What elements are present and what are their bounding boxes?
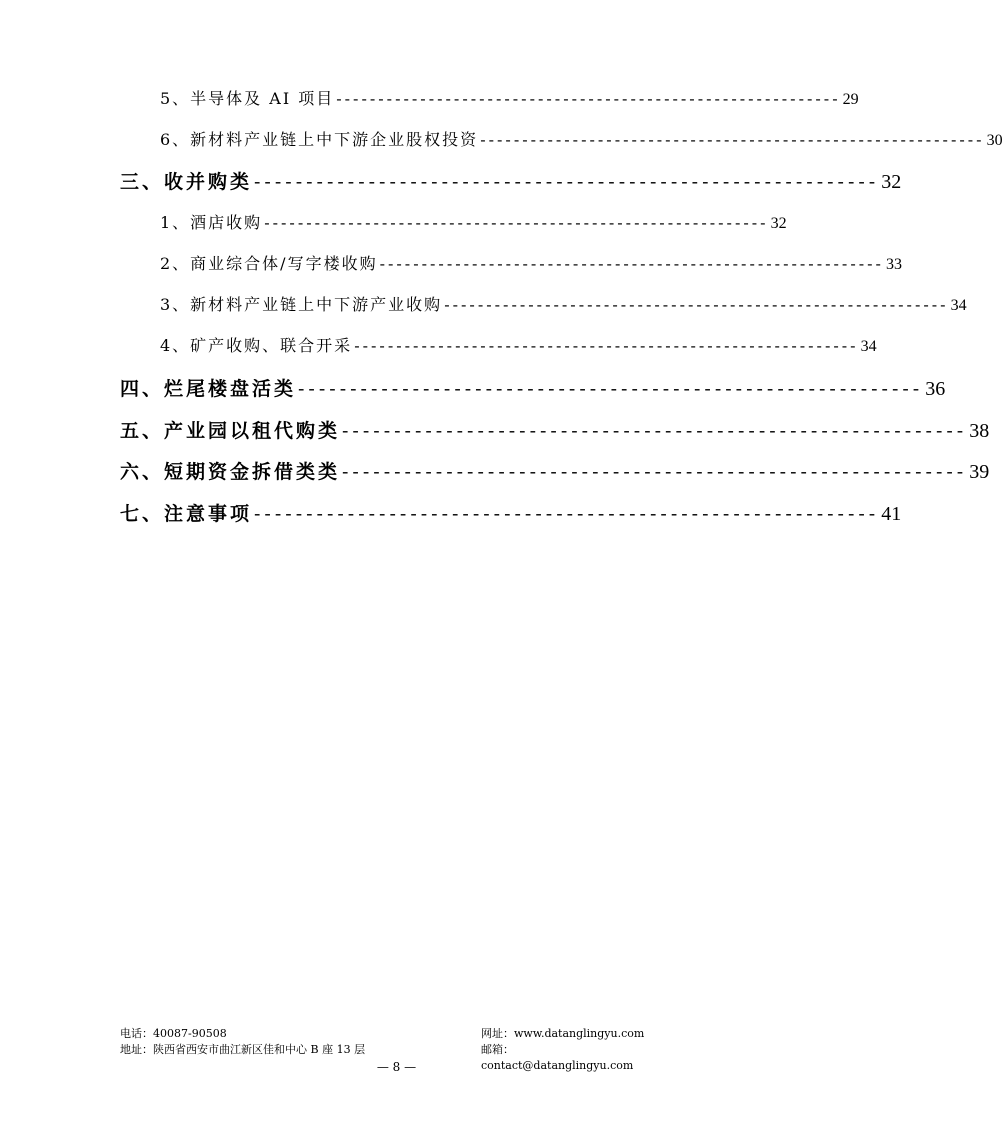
toc-entry[interactable]: [120, 457, 990, 484]
toc-entry-title: 五、产业园以租代购类: [120, 420, 341, 442]
toc-entry-page: 39: [969, 461, 990, 483]
toc-entry[interactable]: [160, 210, 787, 233]
toc-leader: ------------------------------------------------------------: [254, 171, 880, 193]
toc-leader: ------------------------------------------------------------: [354, 336, 859, 355]
toc-entry-page: 34: [860, 338, 877, 355]
toc-entry-page: 34: [950, 297, 967, 314]
toc-entry-title: 三、收并购类: [120, 171, 253, 193]
toc-entry-title: 七、注意事项: [120, 503, 253, 525]
toc-entry-title: 六、短期资金拆借类类: [120, 461, 341, 483]
toc-entry[interactable]: [120, 499, 902, 526]
toc-entry-title: 5、半导体及 AI 项目: [160, 89, 335, 108]
toc-entry-page: 38: [969, 420, 990, 442]
toc-entry[interactable]: [120, 374, 946, 401]
toc-entry[interactable]: [120, 167, 902, 194]
footer-email[interactable]: 邮箱：contact@datanglingyu.com: [481, 1043, 634, 1072]
toc-entry[interactable]: [160, 292, 967, 315]
toc-entry[interactable]: [120, 416, 990, 443]
footer-address: 地址：陕西省西安市曲江新区佳和中心 B 座 13 层: [120, 1043, 366, 1056]
toc-entry-page: 32: [881, 171, 902, 193]
toc-entry-page: 33: [885, 256, 902, 273]
toc-entry-page: 30: [986, 132, 1003, 149]
page-number: — 8 —: [376, 1060, 417, 1074]
toc-leader: ------------------------------------------------------------: [298, 378, 924, 400]
toc-leader: ------------------------------------------------------------: [379, 254, 884, 273]
toc-entry-page: 32: [770, 215, 787, 232]
toc-leader: ------------------------------------------------------------: [336, 89, 841, 108]
toc-entry-title: 2、商业综合体/写字楼收购: [160, 254, 378, 273]
toc-leader: ------------------------------------------------------------: [254, 503, 880, 525]
toc-leader: ------------------------------------------------------------: [444, 295, 949, 314]
toc-entry-title: 1、酒店收购: [160, 213, 263, 232]
toc-entry-title: 四、烂尾楼盘活类: [120, 378, 297, 400]
toc-entry-page: 29: [842, 91, 859, 108]
toc-leader: ------------------------------------------------------------: [342, 461, 968, 483]
toc-entry[interactable]: [160, 86, 859, 109]
toc-entry[interactable]: [160, 333, 877, 356]
toc-entry-title: 6、新材料产业链上中下游企业股权投资: [160, 130, 479, 149]
footer-website[interactable]: 网址：www.datanglingyu.com: [481, 1027, 645, 1040]
toc-leader: ------------------------------------------------------------: [480, 130, 985, 149]
toc-entry[interactable]: [160, 251, 902, 274]
toc-leader: ------------------------------------------------------------: [264, 213, 769, 232]
toc-entry-page: 41: [881, 503, 902, 525]
toc-entry-page: 36: [925, 378, 946, 400]
toc-entry-title: 3、新材料产业链上中下游产业收购: [160, 295, 443, 314]
toc-leader: ------------------------------------------------------------: [342, 420, 968, 442]
toc-entry-title: 4、矿产收购、联合开采: [160, 336, 353, 355]
toc-entry[interactable]: [160, 127, 1003, 150]
footer-line-1: [120, 1026, 661, 1042]
footer-phone: 电话：40087-90508: [120, 1027, 227, 1040]
